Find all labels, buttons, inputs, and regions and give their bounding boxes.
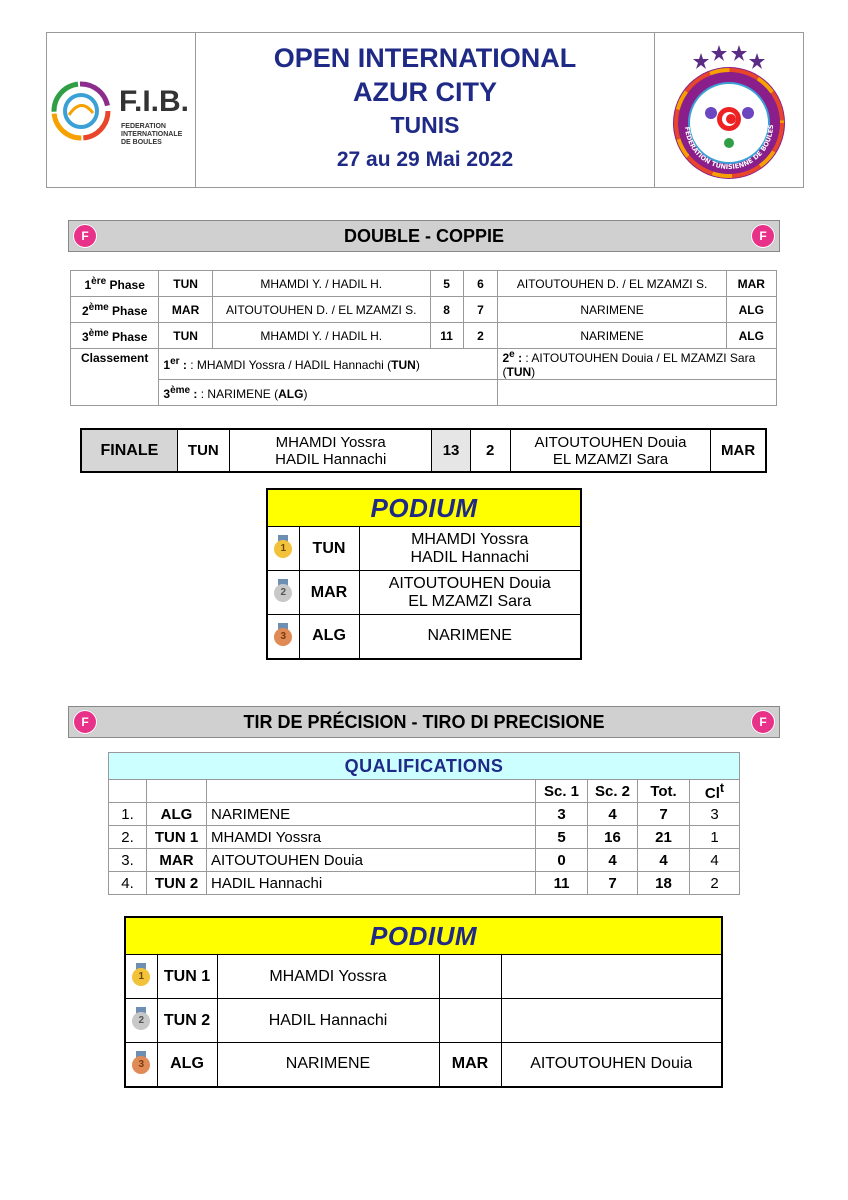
classement-cell: 1 (690, 826, 740, 849)
title-line-3: TUNIS (390, 112, 460, 138)
finale-table (80, 428, 767, 473)
team-cell: AITOUTOUHEN D. / EL MZAMZI S. (498, 271, 726, 297)
score-cell: 8 (430, 297, 463, 323)
table-row (71, 297, 777, 323)
ftbp-logo (655, 33, 803, 187)
phase-label: 1ère Phase (71, 271, 159, 297)
tir-podium-table (124, 916, 723, 1088)
double-section-bar (68, 220, 780, 252)
rank-number: 3. (109, 849, 147, 872)
team-cell: MHAMDI Y. / HADIL H. (212, 323, 430, 349)
table-header-row (109, 780, 740, 803)
fib-logo (47, 33, 196, 187)
country-cell: TUN (159, 323, 212, 349)
table-row (267, 615, 581, 659)
country-cell: ALG (299, 615, 359, 659)
name-cell: MHAMDI Yossra (217, 955, 439, 999)
classement-third: 3ème : : NARIMENE (ALG) (159, 380, 498, 406)
title-line-1: OPEN INTERNATIONAL (273, 43, 577, 73)
team-cell: AITOUTOUHEN Douia EL MZAMZI Sara (359, 571, 581, 615)
country-cell: MAR (299, 571, 359, 615)
name-cell: HADIL Hannachi (207, 872, 536, 895)
table-row (109, 803, 740, 826)
score-cell: 3 (536, 803, 588, 826)
badge-icon: F (73, 710, 97, 734)
gold-medal-icon: 1 (125, 955, 157, 999)
event-title (196, 33, 655, 187)
score-cell: 6 (463, 271, 498, 297)
country-cell: TUN 1 (147, 826, 207, 849)
score-cell: 4 (588, 849, 638, 872)
total-cell: 4 (638, 849, 690, 872)
badge-icon: F (751, 224, 775, 248)
fib-text: F.I.B. (119, 85, 190, 118)
country-cell: MAR (439, 1043, 501, 1087)
score-cell: 13 (432, 429, 470, 472)
country-cell (439, 999, 501, 1043)
table-row (71, 323, 777, 349)
score-cell: 16 (588, 826, 638, 849)
country-cell (439, 955, 501, 999)
score-cell: 11 (430, 323, 463, 349)
table-row (125, 1043, 722, 1087)
table-row (267, 527, 581, 571)
table-row (109, 826, 740, 849)
name-cell: NARIMENE (217, 1043, 439, 1087)
badge-icon: F (73, 224, 97, 248)
country-cell: TUN (299, 527, 359, 571)
gold-medal-icon: 1 (267, 527, 299, 571)
phases-table (70, 270, 777, 406)
country-cell: ALG (726, 323, 776, 349)
finale-label: FINALE (81, 429, 177, 472)
table-row (81, 429, 766, 472)
table-row (109, 849, 740, 872)
country-cell: ALG (157, 1043, 217, 1087)
score-cell: 11 (536, 872, 588, 895)
country-cell: MAR (726, 271, 776, 297)
score-cell: 0 (536, 849, 588, 872)
phase-label: 3ème Phase (71, 323, 159, 349)
event-dates: 27 au 29 Mai 2022 (336, 148, 514, 171)
classement-label: Classement (71, 349, 159, 406)
badge-icon: F (751, 710, 775, 734)
total-cell: 21 (638, 826, 690, 849)
name-cell: AITOUTOUHEN Douia (207, 849, 536, 872)
score-cell: 7 (588, 872, 638, 895)
country-cell: TUN (159, 271, 212, 297)
tir-section-title: TIR DE PRÉCISION - TIRO DI PRECISIONE (243, 712, 605, 732)
column-header: Sc. 1 (536, 780, 588, 803)
table-row (109, 872, 740, 895)
country-cell: TUN 2 (157, 999, 217, 1043)
qualifications-title: QUALIFICATIONS (109, 753, 740, 780)
silver-medal-icon: 2 (267, 571, 299, 615)
tir-section-bar (68, 706, 780, 738)
qualifications-table (108, 752, 740, 895)
rank-number: 4. (109, 872, 147, 895)
score-cell: 5 (430, 271, 463, 297)
country-cell: MAR (147, 849, 207, 872)
table-row (125, 999, 722, 1043)
table-row (125, 955, 722, 999)
fib-subtitle: FEDERATION INTERNATIONALE DE BOULES (121, 123, 183, 146)
table-row (71, 380, 777, 406)
double-section-title: DOUBLE - COPPIE (343, 226, 504, 246)
table-row (71, 349, 777, 380)
bronze-medal-icon: 3 (267, 615, 299, 659)
team-cell: MHAMDI Yossra HADIL Hannachi (229, 429, 432, 472)
classement-cell: 4 (690, 849, 740, 872)
table-row (267, 571, 581, 615)
rank-number: 1. (109, 803, 147, 826)
column-header: Sc. 2 (588, 780, 638, 803)
name-cell: HADIL Hannachi (217, 999, 439, 1043)
score-cell: 5 (536, 826, 588, 849)
team-cell: MHAMDI Yossra HADIL Hannachi (359, 527, 581, 571)
podium-title: PODIUM (267, 489, 581, 527)
silver-medal-icon: 2 (125, 999, 157, 1043)
rank-number: 2. (109, 826, 147, 849)
country-cell: TUN (177, 429, 229, 472)
country-cell: ALG (726, 297, 776, 323)
title-line-2: AZUR CITY (353, 77, 497, 107)
ftbp-emblem-icon (655, 33, 803, 187)
country-cell: MAR (159, 297, 212, 323)
column-header: Tot. (638, 780, 690, 803)
event-header (46, 32, 804, 188)
classement-cell: 2 (690, 872, 740, 895)
score-cell: 4 (588, 803, 638, 826)
team-cell: NARIMENE (498, 323, 726, 349)
table-row (71, 271, 777, 297)
column-header: Cl$^t$ (690, 780, 740, 803)
ftbp-ring-text: FEDERATION TUNISIENNE DE BOULES (682, 124, 776, 172)
total-cell: 18 (638, 872, 690, 895)
bronze-medal-icon: 3 (125, 1043, 157, 1087)
team-cell: AITOUTOUHEN D. / EL MZAMZI S. (212, 297, 430, 323)
classement-first: 1er : : MHAMDI Yossra / HADIL Hannachi (TUN) (159, 349, 498, 380)
classement-second: 2e : : AITOUTOUHEN Douia / EL MZAMZI Sara (TUN) (498, 349, 777, 380)
score-cell: 2 (470, 429, 510, 472)
name-cell: MHAMDI Yossra (207, 826, 536, 849)
country-cell: ALG (147, 803, 207, 826)
score-cell: 2 (463, 323, 498, 349)
total-cell: 7 (638, 803, 690, 826)
country-cell: TUN 2 (147, 872, 207, 895)
team-cell: AITOUTOUHEN Douia EL MZAMZI Sara (510, 429, 711, 472)
team-cell: NARIMENE (498, 297, 726, 323)
podium-title: PODIUM (125, 917, 722, 955)
double-podium-table (266, 488, 582, 660)
team-cell: MHAMDI Y. / HADIL H. (212, 271, 430, 297)
name-cell (501, 955, 722, 999)
country-cell: MAR (711, 429, 766, 472)
score-cell: 7 (463, 297, 498, 323)
phase-label: 2ème Phase (71, 297, 159, 323)
classement-cell: 3 (690, 803, 740, 826)
name-cell: AITOUTOUHEN Douia (501, 1043, 722, 1087)
empty-cell (498, 380, 777, 406)
country-cell: TUN 1 (157, 955, 217, 999)
team-cell: NARIMENE (359, 615, 581, 659)
name-cell: NARIMENE (207, 803, 536, 826)
name-cell (501, 999, 722, 1043)
